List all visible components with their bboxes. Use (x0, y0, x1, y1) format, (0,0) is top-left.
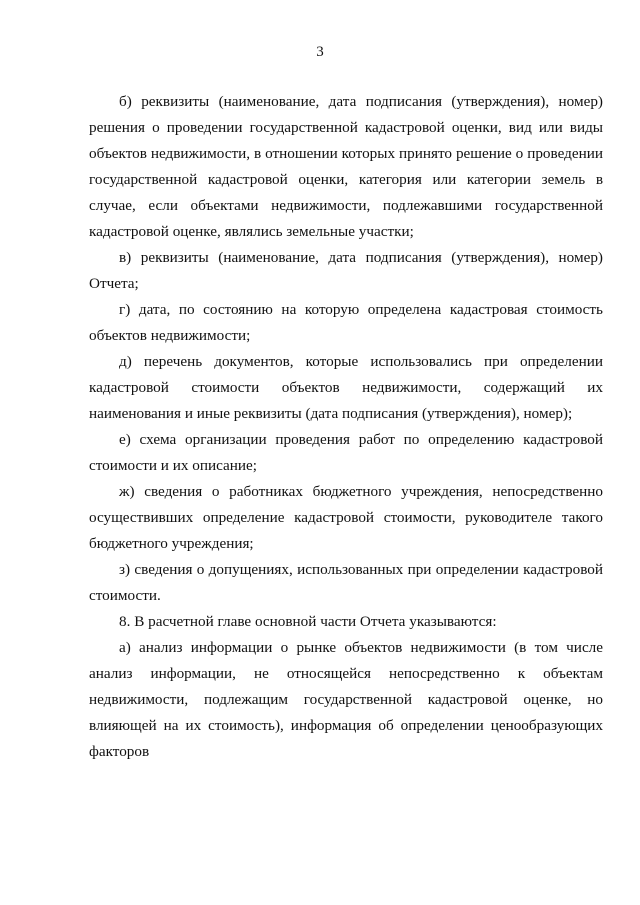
paragraph-z: з) сведения о допущениях, использованных при определении кадастровой стоимости. (89, 561, 603, 604)
document-body (89, 89, 603, 765)
paragraph-v: в) реквизиты (наименование, дата подписания (утверждения), номер) Отчета; (89, 249, 603, 292)
section-8-heading: 8. В расчетной главе основной части Отчета указываются: (119, 613, 497, 630)
paragraph-e: е) схема организации проведения работ по определению кадастровой стоимости и их описание; (89, 431, 603, 474)
page-number: 3 (316, 44, 324, 60)
paragraph-d: д) перечень документов, которые использовались при определении кадастровой стоимости объектов недвижимости, содержащий их наименования и иные реквизиты (дата подписания (утверждения), номер); (89, 353, 603, 422)
paragraph-zh: ж) сведения о работниках бюджетного учреждения, непосредственно осуществивших определение кадастровой стоимости, руководителе такого бюджетного учреждения; (89, 483, 603, 552)
paragraph-8a: а) анализ информации о рынке объектов недвижимости (в том числе анализ информации, не относящейся непосредственно к объектам недвижимости, подлежащим государственной кадастровой оценке, но влияющей на их стоимость), информация об определении ценообразующих факторов (89, 639, 603, 760)
paragraph-b: б) реквизиты (наименование, дата подписания (утверждения), номер) решения о проведении государственной кадастровой оценки, вид или виды объектов недвижимости, в отношении которых принято решение о проведении государственной кадастровой оценки, категория или категории земель в случае, если объектами недвижимости, подлежавшими государственной кадастровой оценке, являлись земельные участки; (89, 93, 603, 240)
paragraph-g: г) дата, по состоянию на которую определена кадастровая стоимость объектов недвижимости; (89, 301, 603, 344)
